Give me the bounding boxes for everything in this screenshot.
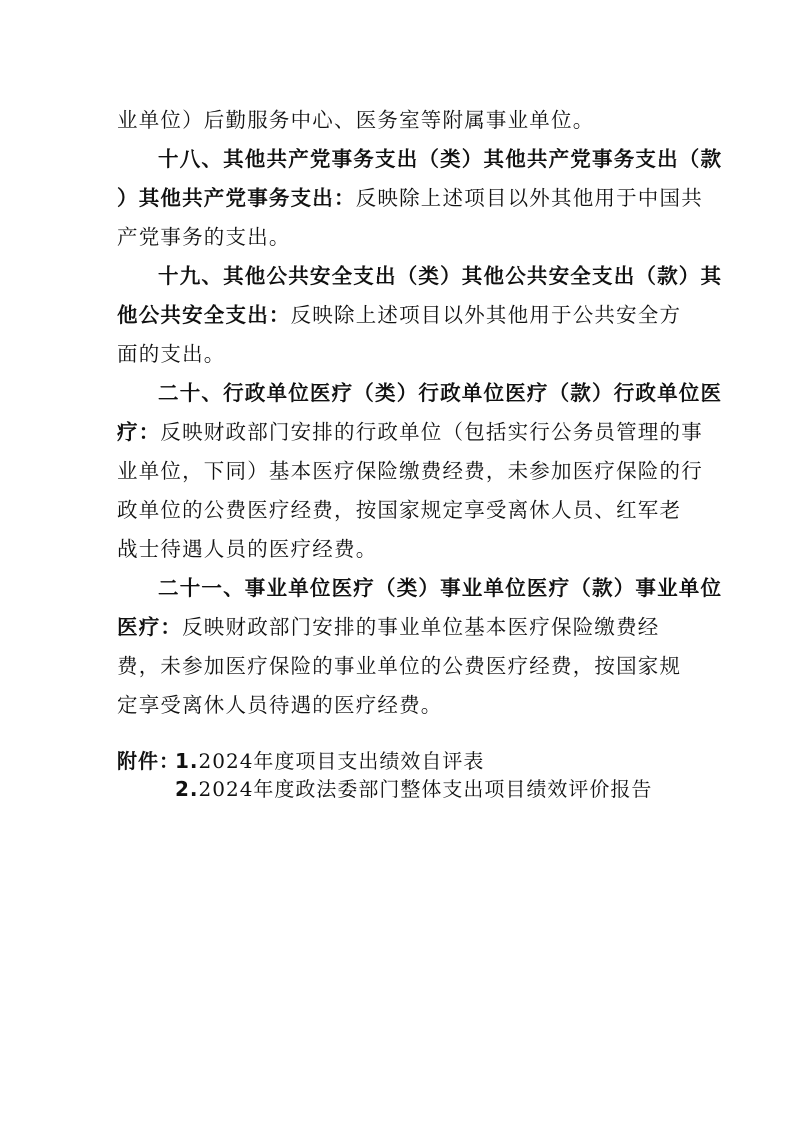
section-heading-text: 十九、其他公共安全支出（类）其他公共安全支出（款）其 [158,264,723,288]
section-heading-text: 医疗： [117,615,183,639]
body-text: 战士待遇人员的医疗经费。 [117,537,378,561]
section-20-line [117,531,677,567]
attachment-number: 2. [175,777,199,801]
body-text: 业单位，下同）基本医疗保险缴费经费，未参加医疗保险的行 [117,459,703,483]
section-heading-text: ）其他共产党事务支出： [117,186,356,210]
attachments-label: 附件： [117,749,180,773]
body-line [117,102,677,138]
section-19-heading [158,258,723,294]
section-20-line [117,414,703,450]
body-text: 定享受离休人员待遇的医疗经费。 [117,693,443,717]
section-heading-text: 十八、其他共产党事务支出（类）其他共产党事务支出（款 [158,147,723,171]
section-20-heading [158,375,723,411]
section-heading-text: 他公共安全支出： [117,303,291,327]
attachment-item [175,746,484,776]
section-18-line [117,219,677,255]
body-text: 产党事务的支出。 [117,225,291,249]
section-heading-text: 二十一、事业单位医疗（类）事业单位医疗（款）事业单位 [158,576,723,600]
section-19-line [117,297,682,333]
section-20-line [117,492,682,528]
body-text: 业单位）后勤服务中心、医务室等附属事业单位。 [117,108,595,132]
section-18-heading [158,141,723,177]
body-text: 反映除上述项目以外其他用于公共安全方 [290,303,682,327]
attachment-item [175,774,652,804]
section-21-line [117,687,677,723]
body-text: 费，未参加医疗保险的事业单位的公费医疗经费，按国家规 [117,654,682,678]
attachment-number: 1. [175,749,199,773]
section-21-line [117,609,677,645]
attachment-title: 2024年度政法委部门整体支出项目绩效评价报告 [198,777,653,801]
attachment-title: 2024年度项目支出绩效自评表 [198,749,485,773]
body-text: 反映财政部门安排的行政单位（包括实行公务员管理的事 [160,420,703,444]
section-heading-text: 二十、行政单位医疗（类）行政单位医疗（款）行政单位医 [158,381,723,405]
section-21-heading [158,570,723,606]
section-heading-text: 疗： [117,420,161,444]
section-19-line [117,336,677,372]
section-18-line [117,180,703,216]
body-text: 反映财政部门安排的事业单位基本医疗保险缴费经 [182,615,660,639]
body-text: 面的支出。 [117,342,226,366]
section-20-line [117,453,703,489]
body-text: 反映除上述项目以外其他用于中国共 [355,186,703,210]
body-text: 政单位的公费医疗经费，按国家规定享受离休人员、红军老 [117,498,682,522]
section-21-line [117,648,682,684]
